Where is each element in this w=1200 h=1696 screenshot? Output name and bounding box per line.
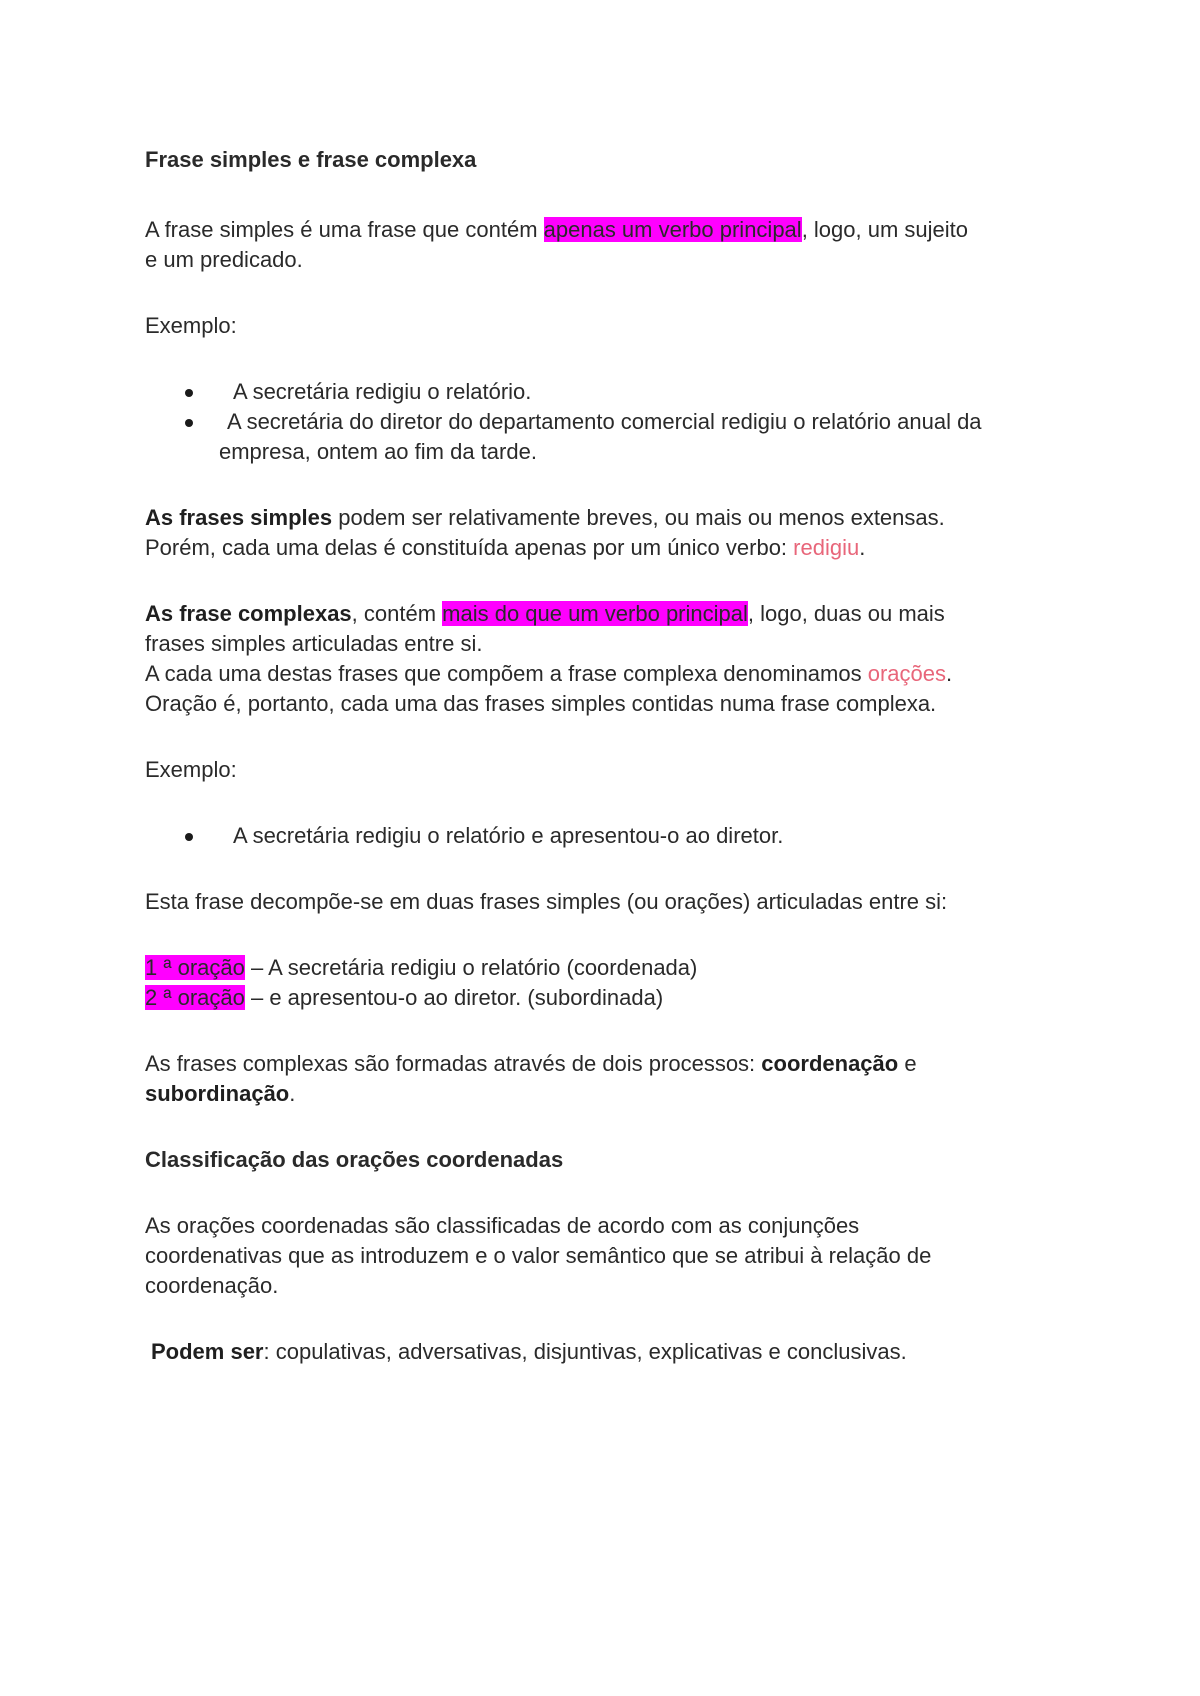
example-label: Exemplo: <box>145 757 237 782</box>
paragraph-processes: As frases complexas são formadas através de dois processos: coordenação e subordinação. <box>145 1051 917 1106</box>
example-list-simple <box>145 377 1085 467</box>
oracoes-list: 1 ª oração – A secretária redigiu o relatório (coordenada) 2 ª oração – e apresentou-o ao diretor. (subordinada) <box>145 955 698 1010</box>
list-item: A secretária do diretor do departamento comercial redigiu o relatório anual da empresa, ontem ao fim da tarde. <box>145 407 1085 467</box>
example-list-complex <box>145 821 1085 851</box>
paragraph-complex-definition: As frase complexas, contém mais do que um verbo principal, logo, duas ou mais frases simples articuladas entre si. A cada uma destas frases que compõem a frase complexa denominamos orações. Oração é, portanto, cada uma das frases simples contidas numa frase complexa. <box>145 601 953 716</box>
paragraph-classification: As orações coordenadas são classificadas de acordo com as conjunções coordenativas que as introduzem e o valor semântico que se atribui à relação de coordenação. <box>145 1213 932 1298</box>
document-page <box>145 145 1085 1367</box>
oracao-label: 2 ª oração <box>145 985 245 1010</box>
section-heading: Classificação das orações coordenadas <box>145 1147 564 1172</box>
paragraph-simple-definition: A frase simples é uma frase que contém apenas um verbo principal, logo, um sujeito e um predicado. <box>145 217 968 272</box>
list-item: A secretária redigiu o relatório e apresentou-o ao diretor. <box>145 821 1085 851</box>
paragraph-types: Podem ser: copulativas, adversativas, disjuntivas, explicativas e conclusivas. <box>151 1339 907 1364</box>
list-item: A secretária redigiu o relatório. <box>145 377 1085 407</box>
paragraph-decomposition: Esta frase decompõe-se em duas frases simples (ou orações) articuladas entre si: <box>145 889 948 914</box>
highlight: apenas um verbo principal <box>543 217 802 242</box>
section-heading: Frase simples e frase complexa <box>145 147 477 172</box>
paragraph-simple-explanation: As frases simples podem ser relativamente breves, ou mais ou menos extensas. Porém, cada uma delas é constituída apenas por um único verbo: redigiu. <box>145 505 945 560</box>
example-label: Exemplo: <box>145 313 237 338</box>
highlight: mais do que um verbo principal <box>442 601 748 626</box>
oracao-label: 1 ª oração <box>145 955 245 980</box>
